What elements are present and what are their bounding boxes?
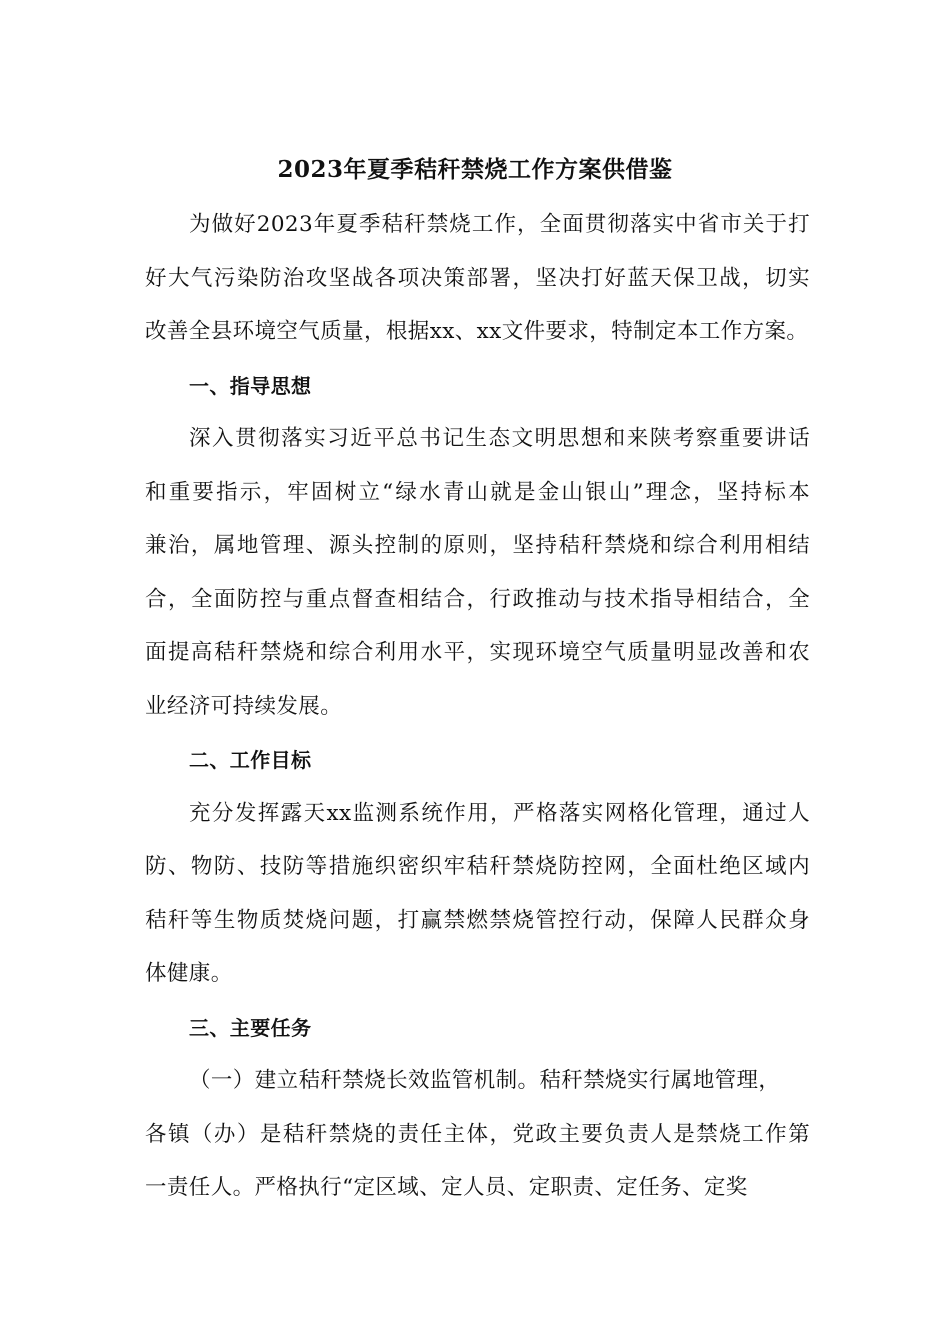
paragraph-line: 业经济可持续发展。 (145, 693, 343, 719)
paragraph-line: 合，全面防控与重点督查相结合，行政推动与技术指导相结合，全 (145, 586, 810, 612)
paragraph-line: （一）建立秸秆禁烧长效监管机制。秸秆禁烧实行属地管理， (189, 1068, 781, 1093)
paragraph-line: 和重要指示，牢固树立“绿水青山就是金山银山”理念，坚持标本 (145, 479, 810, 505)
paragraph-line: 兼治，属地管理、源头控制的原则，坚持秸秆禁烧和综合利用相结 (145, 533, 810, 558)
paragraph-line: 深入贯彻落实习近平总书记生态文明思想和来陕考察重要讲话 (189, 426, 810, 451)
section-heading-main-tasks: 三、主要任务 (189, 1015, 312, 1040)
document-title: 2023年夏季秸秆禁烧工作方案供借鉴 (277, 156, 673, 183)
section-heading-work-goals: 二、工作目标 (189, 748, 312, 772)
paragraph-line: 防、物防、技防等措施织密织牢秸秆禁烧防控网，全面杜绝区域内 (145, 854, 810, 879)
paragraph-line: 一责任人。严格执行“定区域、定人员、定职责、定任务、定奖 (145, 1175, 748, 1200)
document-body (145, 205, 810, 1222)
section-heading-guiding-ideology: 一、指导思想 (189, 373, 312, 398)
paragraph-line: 面提高秸秆禁烧和综合利用水平，实现环境空气质量明显改善和农 (145, 640, 810, 665)
intro-line-2: 好大气污染防治攻坚战各项决策部署，坚决打好蓝天保卫战，切实 (145, 265, 810, 291)
paragraph-line: 体健康。 (145, 961, 233, 986)
paragraph-line: 充分发挥露天xx监测系统作用，严格落实网格化管理，通过人 (189, 800, 810, 826)
intro-line-3: 改善全县环境空气质量，根据xx、xx文件要求，特制定本工作方案。 (145, 319, 809, 344)
paragraph-line: 各镇（办）是秸秆禁烧的责任主体，党政主要负责人是禁烧工作第 (145, 1121, 810, 1147)
intro-line-1: 为做好2023年夏季秸秆禁烧工作，全面贯彻落实中省市关于打 (189, 212, 810, 237)
paragraph-line: 秸秆等生物质焚烧问题，打赢禁燃禁烧管控行动，保障人民群众身 (145, 907, 810, 933)
